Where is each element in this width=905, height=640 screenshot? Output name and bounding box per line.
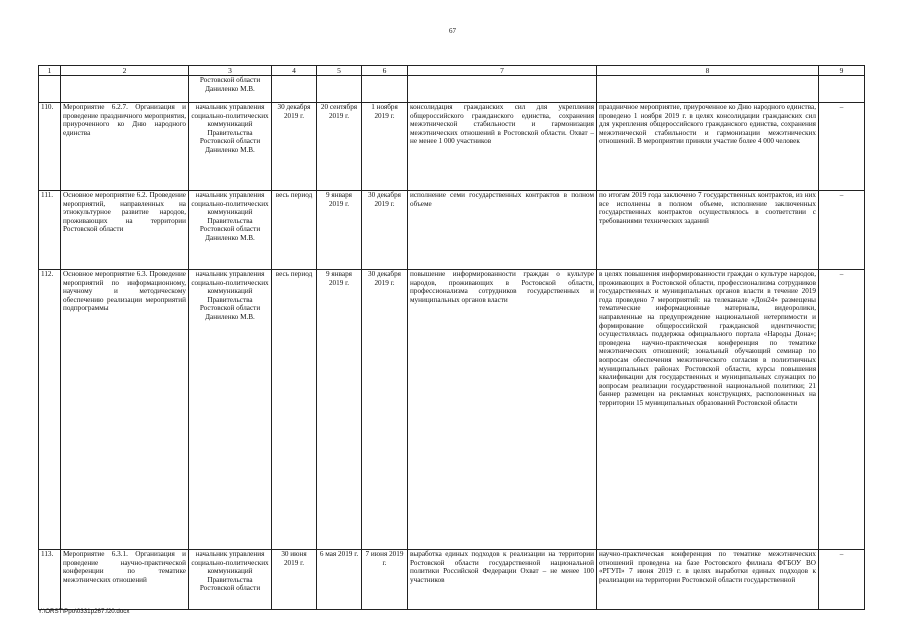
- table-row: [39, 270, 865, 550]
- responsible: начальник управления социально-политических коммуникаций Правительства Ростовской области: [189, 550, 272, 610]
- header-cell: 8: [597, 66, 819, 76]
- issues: –: [819, 191, 865, 270]
- issues: –: [819, 103, 865, 191]
- fact-end-date: 30 декабря 2019 г.: [362, 191, 408, 270]
- responsible: начальник управления социально-политических коммуникаций Правительства Ростовской области Даниленко М.В.: [189, 191, 272, 270]
- continuation-responsible: Ростовской области Даниленко М.В.: [189, 76, 272, 103]
- achieved-result: по итогам 2019 года заключено 7 государственных контрактов, из них все исполнены в полном объеме, исполнение заключенных государственных контрактов осуществлялось в соответствии с требованиями технических заданий: [597, 191, 819, 270]
- issues: –: [819, 550, 865, 610]
- header-cell: 2: [61, 66, 189, 76]
- start-date: 30 июня 2019 г.: [272, 550, 317, 610]
- header-cell: 4: [272, 66, 317, 76]
- header-cell: 9: [819, 66, 865, 76]
- row-number: 113.: [39, 550, 61, 610]
- header-cell: 1: [39, 66, 61, 76]
- header-row: [39, 66, 865, 76]
- page-number: 67: [449, 27, 456, 35]
- plan-end-date: 9 января 2019 г.: [317, 270, 362, 550]
- row-number: 112.: [39, 270, 61, 550]
- achieved-result: научно-практическая конференция по тематике межэтнических отношений проведена на базе Ростовского филиала ФГБОУ ВО «РГУП» 7 июня 2019 г. в целях выработки единых подходов к реализации на территории Ростовской области государственной: [597, 550, 819, 610]
- issues: –: [819, 270, 865, 550]
- row-number: 111.: [39, 191, 61, 270]
- start-date: весь период: [272, 270, 317, 550]
- planned-result: консолидация гражданских сил для укрепления общероссийского гражданского единства, сохранения межэтнической стабильности и гармонизация межэтнических отношений в Ростовской области. Охват – не менее 1 000 участников: [408, 103, 597, 191]
- plan-end-date: 9 января 2019 г.: [317, 191, 362, 270]
- planned-result: выработка единых подходов к реализации на территории Ростовской области государственной национальной политики Российской Федерации Охват – не менее 100 участников: [408, 550, 597, 610]
- header-cell: 6: [362, 66, 408, 76]
- achieved-result: в целях повышения информированности граждан о культуре народов, проживающих в Ростовской области, профессионализма сотрудников государственных и муниципальных органов власти в течение 2019 года проведено 7 мероприятий: на телеканале «Дон24» размещены тематические информационные материалы, видеоролики, направленные на предупреждение национальной нетерпимости и формирование общероссийской гражданской идентичности; осуществлялась поддержка официального портала «Народы Дона»; проведена научно-практическая конференция по тематике межэтнических отношений; зональный обучающий семинар по вопросам обеспечения межэтнического согласия в полиэтничных муниципальных районах Ростовской области, курсы повышения квалификации для государственных и муниципальных служащих по вопросам реализации государственной национальной политики; 21 баннер размещен на рекламных конструкциях, расположенных на территории 15 муниципальных образований Ростовской области: [597, 270, 819, 550]
- responsible: начальник управления социально-политических коммуникаций Правительства Ростовской области Даниленко М.В.: [189, 103, 272, 191]
- event-name: Основное мероприятие 6.2. Проведение мероприятий, направленных на этнокультурное развитие народов, проживающих на территории Ростовской области: [61, 191, 189, 270]
- report-table: [38, 65, 865, 610]
- table-row: [39, 103, 865, 191]
- start-date: 30 декабря 2019 г.: [272, 103, 317, 191]
- achieved-result: праздничное мероприятие, приуроченное ко Дню народного единства, проведено 1 ноября 2019 г. в целях консолидации гражданских сил для укрепления общероссийского гражданского единства, сохранения межэтнической стабильности и гармонизации межэтнических отношений. В мероприятии приняли участие более 4 000 человек: [597, 103, 819, 191]
- planned-result: повышение информированности граждан о культуре народов, проживающих в Ростовской области, профессионализма сотрудников государственных и муниципальных органов власти: [408, 270, 597, 550]
- header-cell: 5: [317, 66, 362, 76]
- plan-end-date: 20 сентября 2019 г.: [317, 103, 362, 191]
- file-path-footer: Y:\ORST\Ppo\0331p267.f20.docx: [38, 608, 130, 615]
- plan-end-date: 6 мая 2019 г.: [317, 550, 362, 610]
- event-name: Мероприятие 6.2.7. Организация и проведение праздничного мероприятия, приуроченного ко Дню народного единства: [61, 103, 189, 191]
- row-number: 110.: [39, 103, 61, 191]
- table-row: [39, 550, 865, 610]
- fact-end-date: 7 июня 2019 г.: [362, 550, 408, 610]
- planned-result: исполнение семи государственных контрактов в полном объеме: [408, 191, 597, 270]
- event-name: Мероприятие 6.3.1. Организация и проведение научно-практической конференции по тематике межэтнических отношений: [61, 550, 189, 610]
- fact-end-date: 1 ноября 2019 г.: [362, 103, 408, 191]
- header-cell: 7: [408, 66, 597, 76]
- continuation-row: [39, 76, 865, 103]
- responsible: начальник управления социально-политических коммуникаций Правительства Ростовской области Даниленко М.В.: [189, 270, 272, 550]
- start-date: весь период: [272, 191, 317, 270]
- fact-end-date: 30 декабря 2019 г.: [362, 270, 408, 550]
- header-cell: 3: [189, 66, 272, 76]
- event-name: Основное мероприятие 6.3. Проведение мероприятий по информационному, научному и методическому обеспечению реализации мероприятий подпрограммы: [61, 270, 189, 550]
- table-row: [39, 191, 865, 270]
